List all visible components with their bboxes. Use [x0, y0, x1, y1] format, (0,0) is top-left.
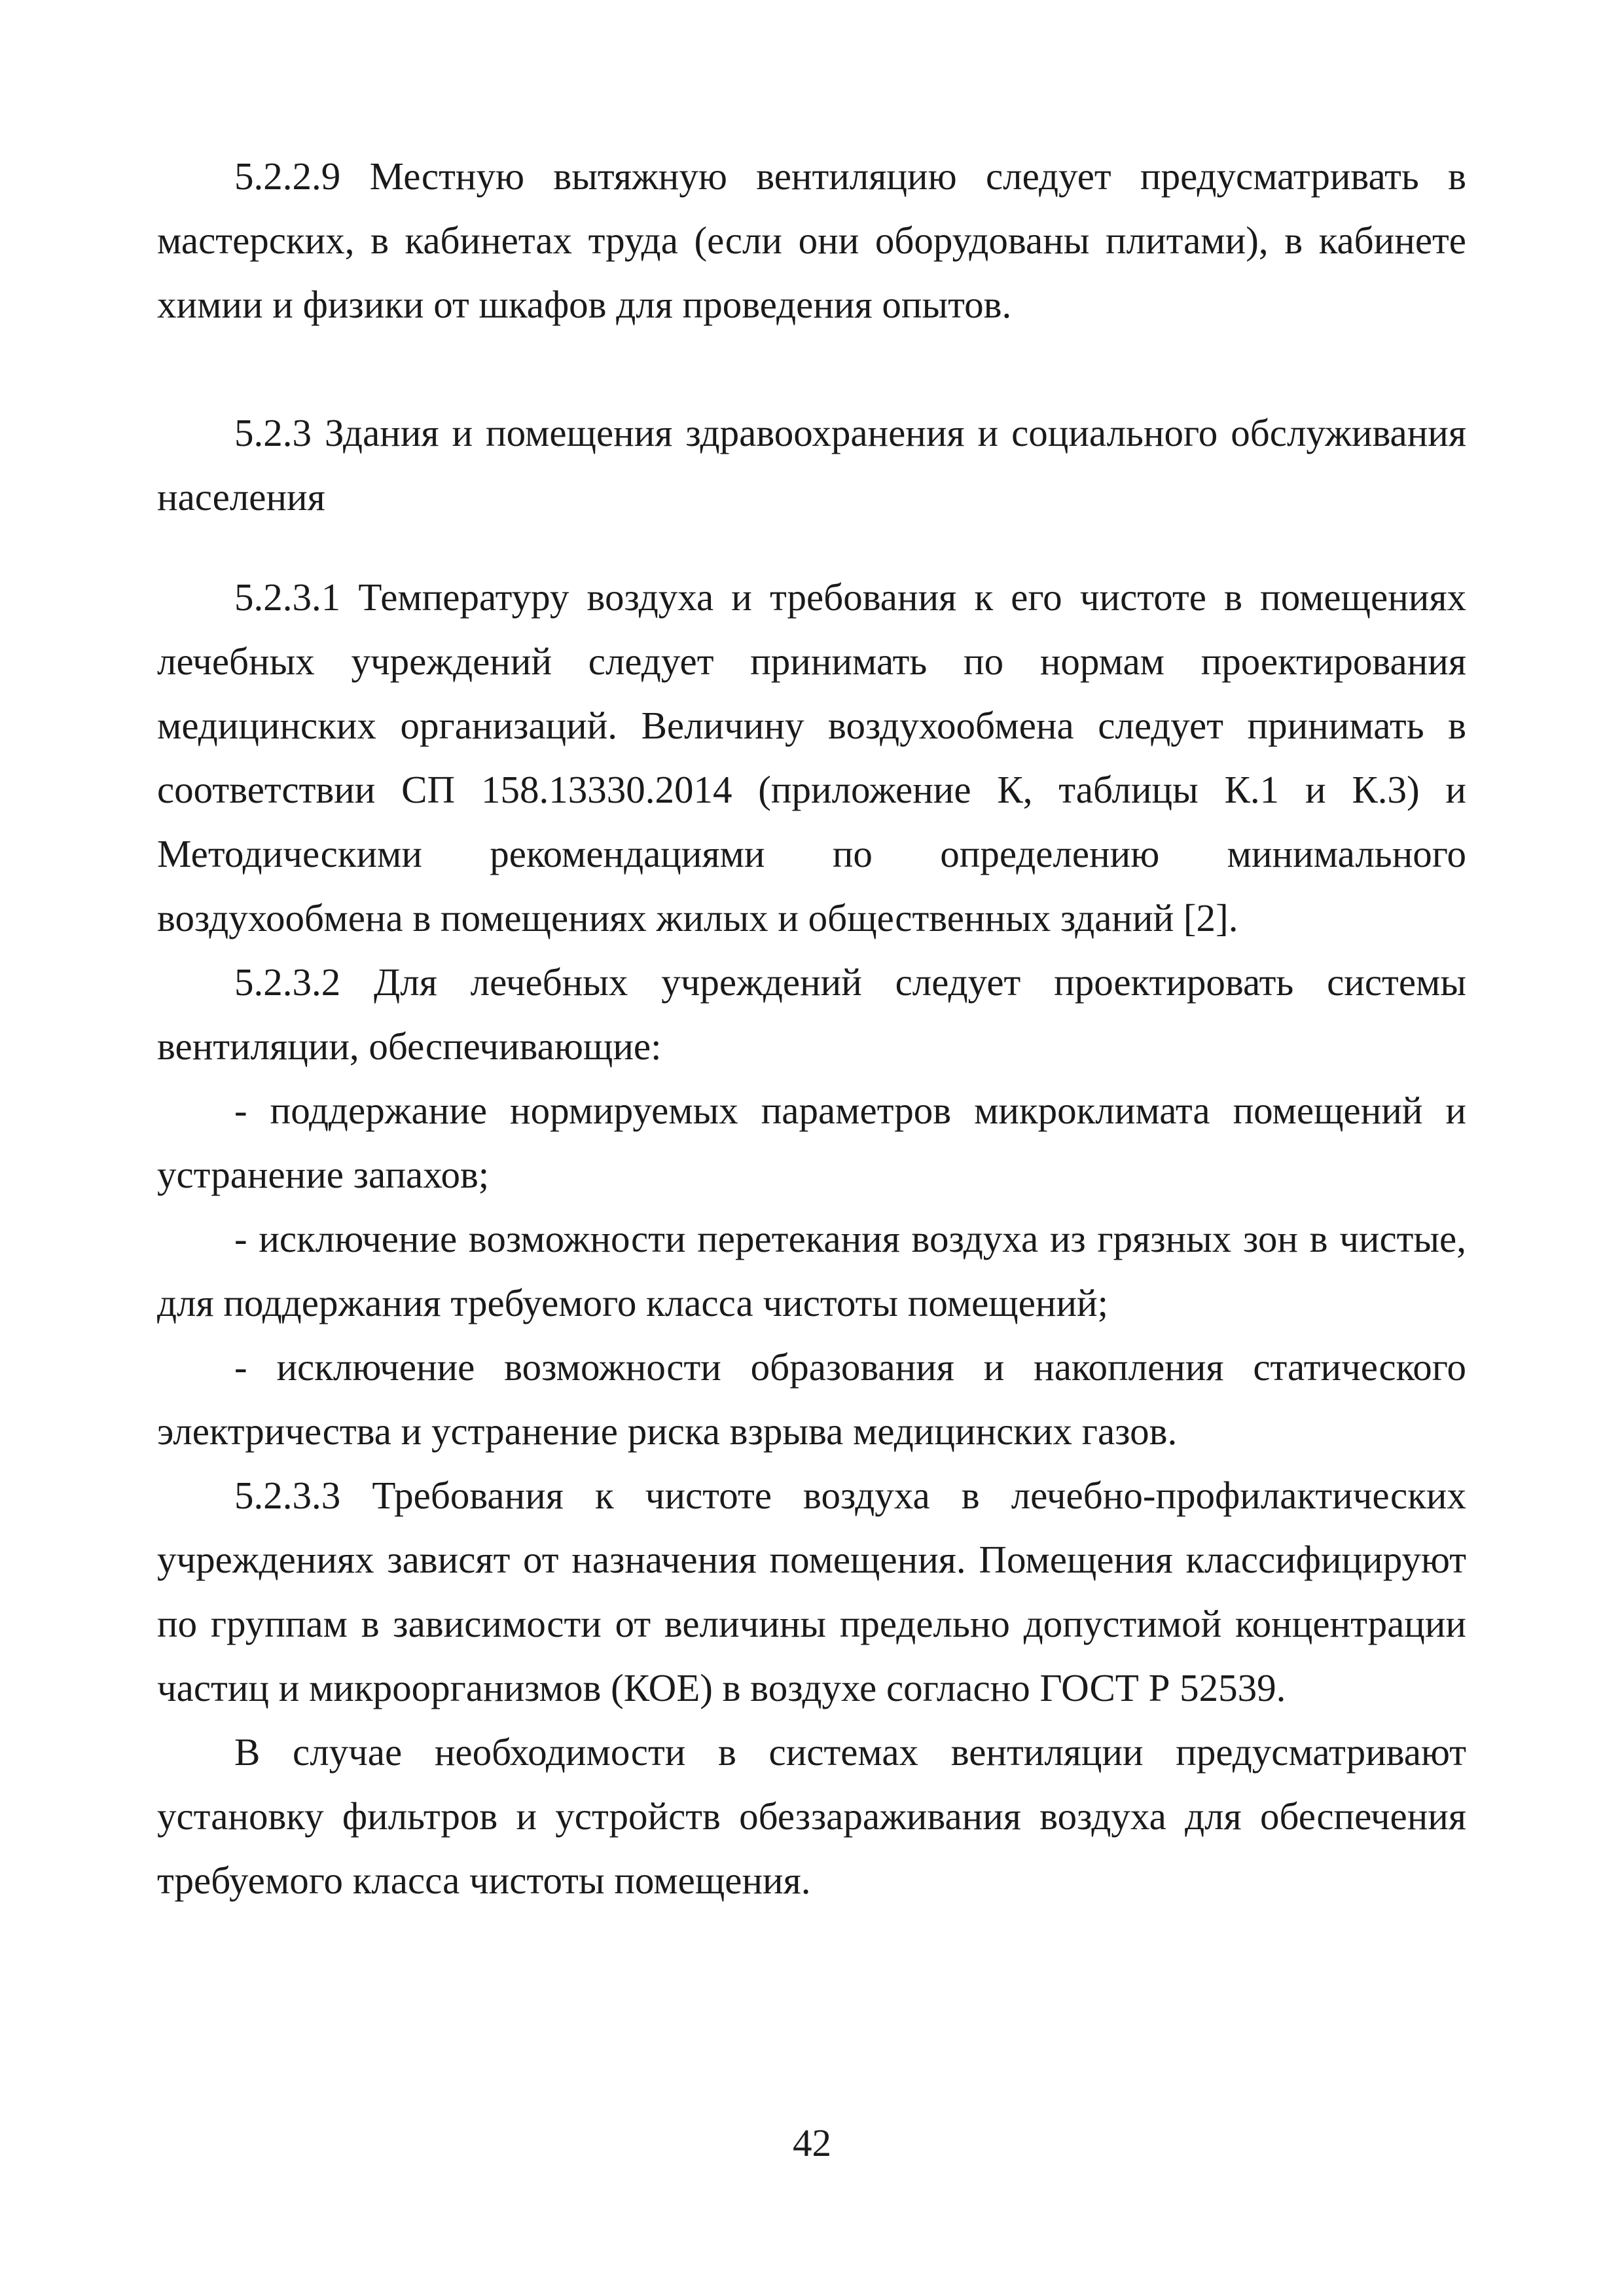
list-item-static-electricity: - исключение возможности образования и накопления статического электричества и устранение риска взрыва медицинских газов.	[157, 1345, 1466, 1453]
paragraph-5-2-3-2: 5.2.3.2 Для лечебных учреждений следует проектировать системы вентиляции, обеспечивающие:	[157, 960, 1466, 1068]
page-number: 42	[793, 2121, 831, 2164]
paragraph-5-2-3-3: 5.2.3.3 Требования к чистоте воздуха в лечебно-профилактических учреждениях зависят от назначения помещения. Помещения классифицируют по группам в зависимости от величины предельно допустимой концентрации частиц и микроорганизмов (КОЕ) в воздухе согласно ГОСТ Р 52539.	[157, 1474, 1466, 1709]
paragraph-5-2-2-9: 5.2.2.9 Местную вытяжную вентиляцию следует предусматривать в мастерских, в кабинетах труда (если они оборудованы плитами), в кабинете химии и физики от шкафов для проведения опытов.	[157, 155, 1466, 326]
page-body	[157, 144, 1466, 1912]
paragraph-5-2-3-1: 5.2.3.1 Температуру воздуха и требования к его чистоте в помещениях лечебных учреждений следует принимать по нормам проектирования медицинских организаций. Величину воздухообмена следует принимать в соответствии СП 158.13330.2014 (приложение К, таблицы К.1 и К.3) и Методическими рекомендациями по определению минимального воздухообмена в помещениях жилых и общественных зданий [2].	[157, 575, 1466, 939]
section-heading-5-2-3: 5.2.3 Здания и помещения здравоохранения и социального обслуживания населения	[157, 411, 1466, 519]
paragraph-filters: В случае необходимости в системах вентиляции предусматривают установку фильтров и устройств обеззараживания воздуха для обеспечения требуемого класса чистоты помещения.	[157, 1730, 1466, 1902]
list-item-air-flow: - исключение возможности перетекания воздуха из грязных зон в чистые, для поддержания требуемого класса чистоты помещений;	[157, 1217, 1466, 1324]
list-item-microclimate: - поддержание нормируемых параметров микроклимата помещений и устранение запахов;	[157, 1089, 1466, 1196]
